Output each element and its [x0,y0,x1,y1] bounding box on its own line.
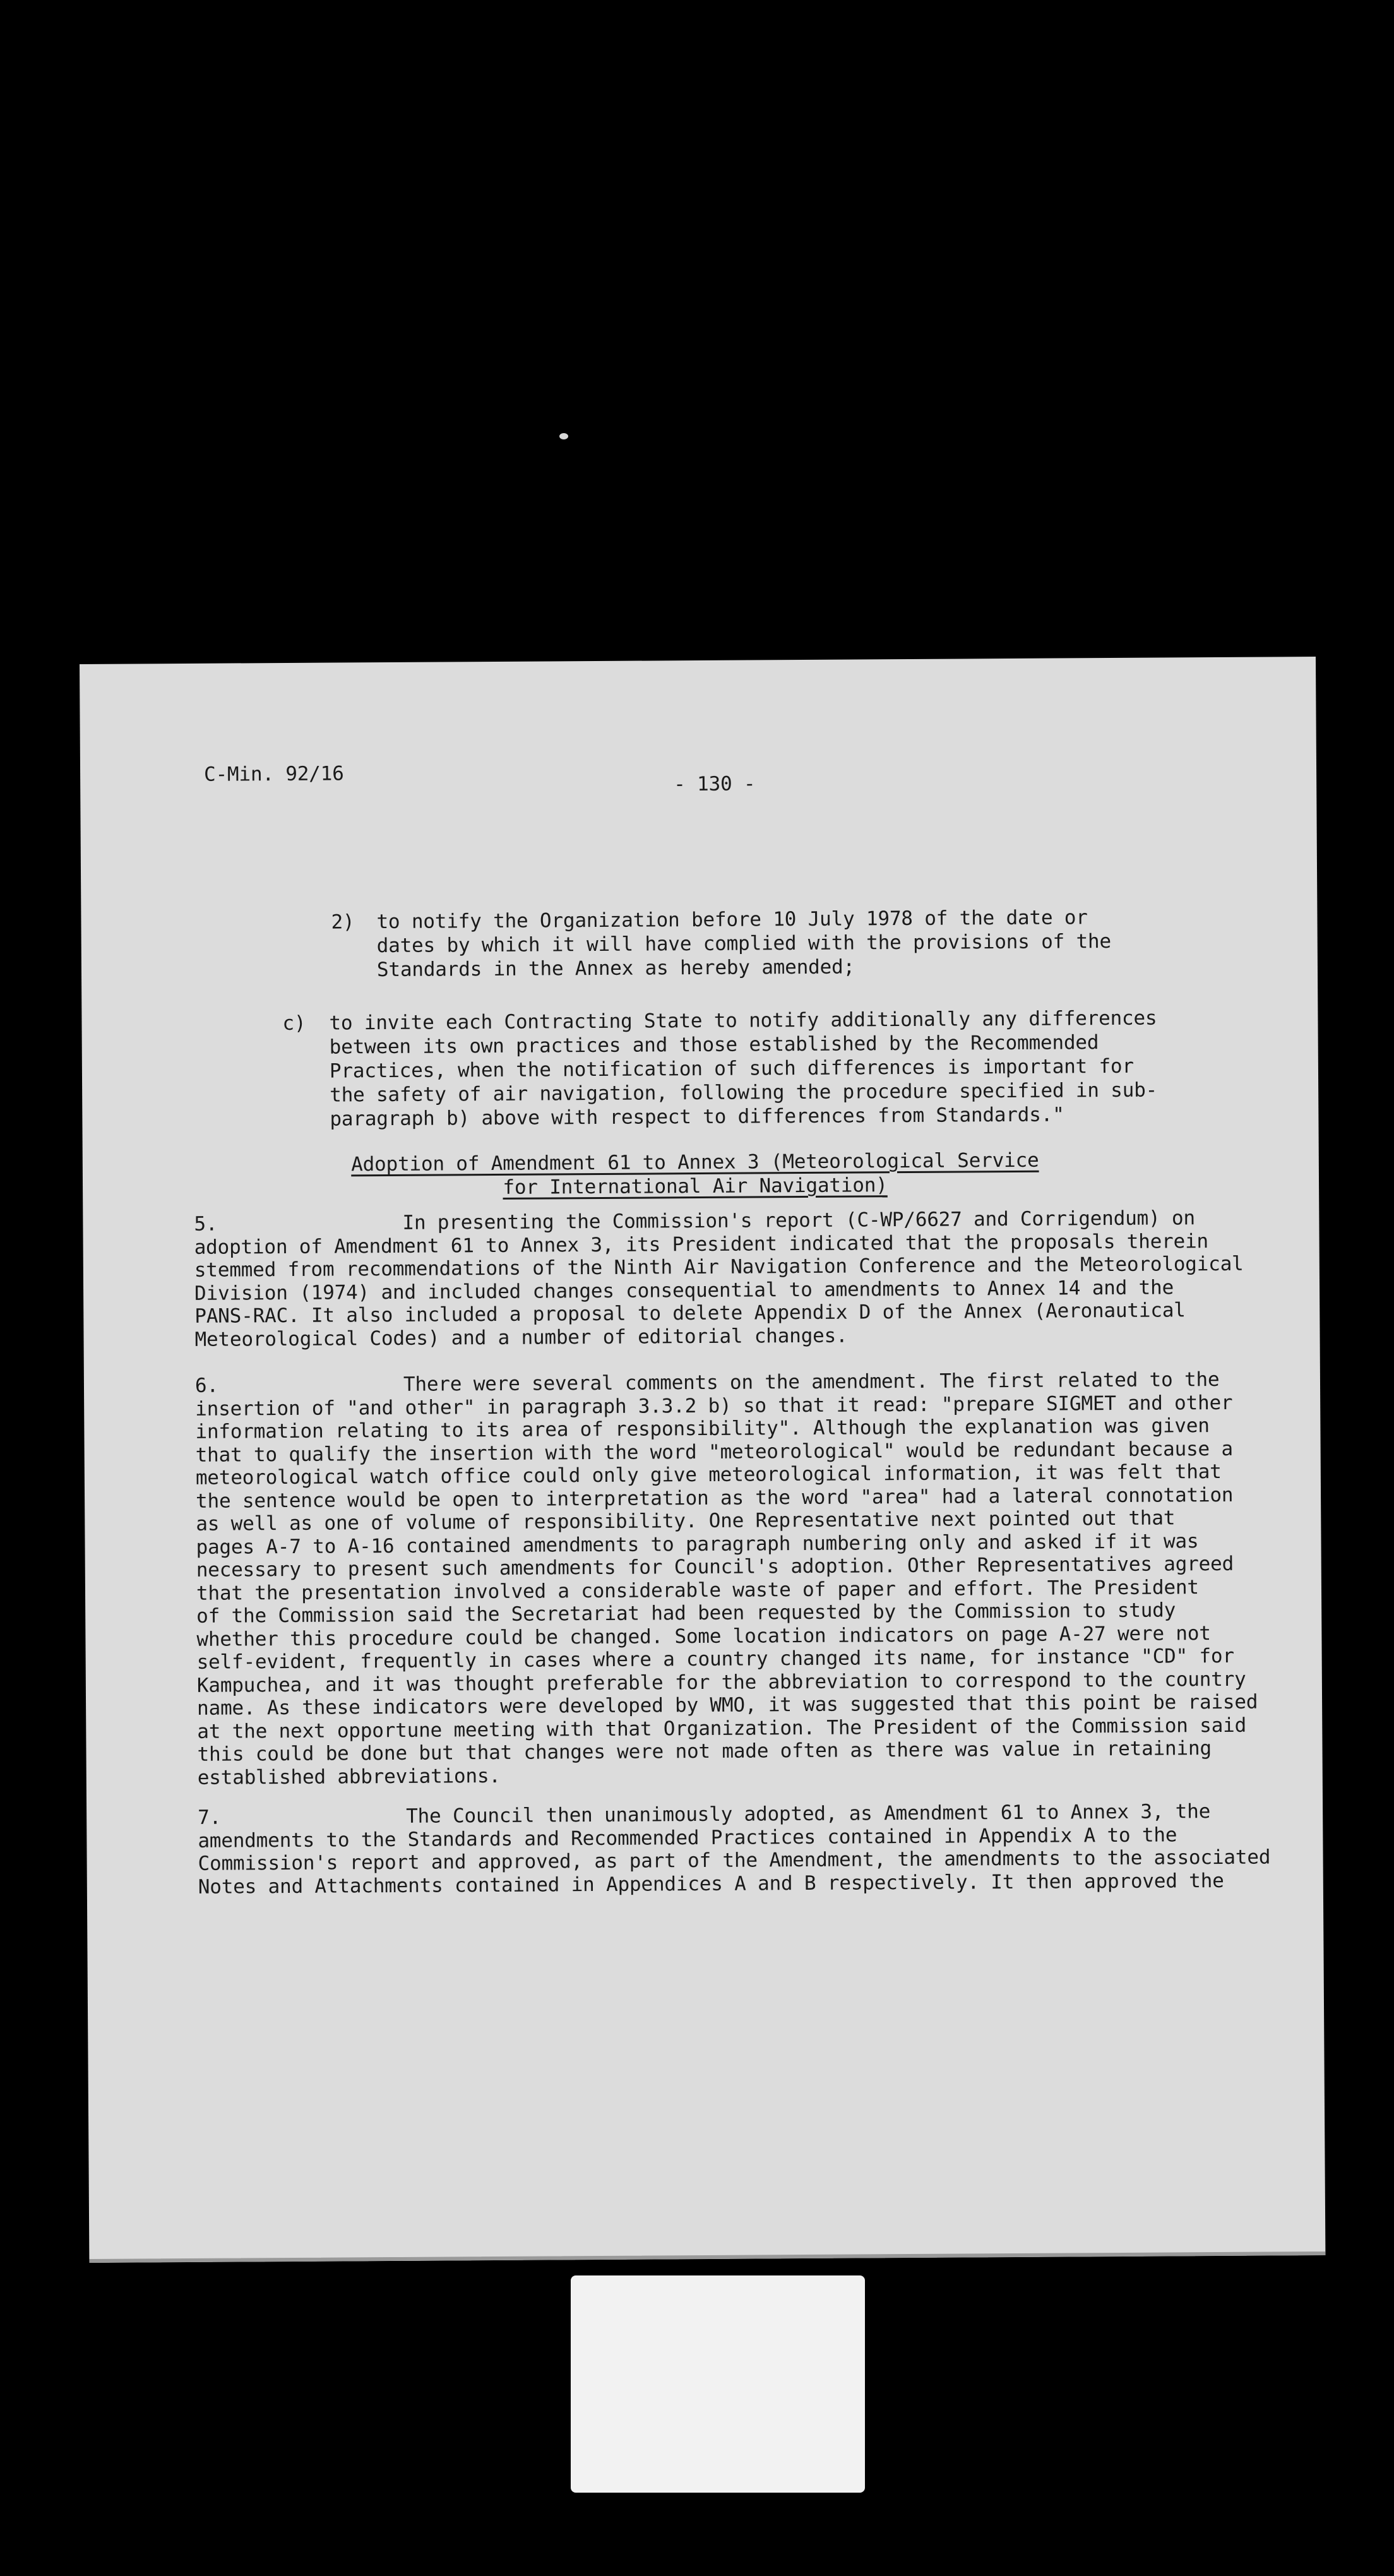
section-heading-line-1: Adoption of Amendment 61 to Annex 3 (Meteorological Service [351,1148,1039,1176]
list-marker: c) [282,1011,306,1035]
paragraph-text: In presenting the Commission's report (C-WP/6627 and Corrigendum) on adoption of Amendment 61 to Annex 3, its President indicated that the proposals therein stemmed from recommendations of the Ninth Air Navigation Conference and the Meteorological Division (1974) and included changes consequential to amendments to Annex 14 and the PANS-RAC. It also included a proposal to delete Appendix D of the Annex (Aeronautical Meteorological Codes) and a number of editorial changes. [194,1207,1244,1351]
paragraph-text: There were several comments on the amendment. The first related to the insertion of "and other" in paragraph 3.3.2 b) so that it read: "prepare SIGMET and other information relating to its area of responsibility". Although the explanation was given that to qualify the insertion with the word "meteorological" would be redundant because a meteorological watch office could only give meteorological information, it was felt that the sentence would be open to interpretation as the word "area" had a lateral connotation as well as one of volume of responsibility. One Representative next pointed out that pages A-7 to A-16 contained amendments to paragraph numbering only and asked if it was necessary to present such amendments for Council's adoption. Other Representatives agreed that the presentation involved a considerable waste of paper and effort. The President of the Commission said the Secretariat had been requested by the Commission to study whether this procedure could be changed. Some location indicators on page A-27 were not self-evident, frequently in cases where a country changed its name, for instance "CD" for Kampuchea, and it was thought preferable for the abbreviation to correspond to the country name. As these indicators were developed by WMO, it was suggested that this point be raised at the next opportune meeting with that Organization. The President of the Commission said this could be done but that changes were not made often as there was value in retaining established abbreviations. [195,1368,1258,1789]
document-reference: C-Min. 92/16 [203,762,344,786]
section-heading [342,1148,1049,1201]
list-item-text: to notify the Organization before 10 July 1978 of the date or dates by which it will have complied with the provisions of the Standards in the Annex as hereby amended; [376,906,1112,982]
list-marker: 2) [331,910,355,934]
list-item-text: to invite each Contracting State to notify additionally any differences between its own practices and those established by the Recommended Practices, when the notification of such differences is important for the safety of air navigation, following the procedure specified in sub- paragraph b) above with respect to differences from Standards." [329,1006,1158,1131]
dust-speck [559,433,568,439]
page-number: - 130 - [674,772,756,796]
paragraph-5 [194,1206,1306,1351]
next-page-stub [571,2275,865,2493]
paragraph-6 [195,1368,1309,1789]
paragraph-7 [198,1799,1309,1899]
paragraph-number: 5. [194,1212,218,1236]
document-page [80,657,1325,2263]
list-item-c [282,1006,1157,1131]
paragraph-number: 6. [194,1374,219,1397]
list-item-2 [331,905,1111,982]
paragraph-number: 7. [198,1806,222,1829]
paragraph-text: The Council then unanimously adopted, as Amendment 61 to Annex 3, the amendments to the Standards and Recommended Practices contained in Appendix A to the Commission's report and approved, as part of the Amendment, the amendments to the associated Notes and Attachments contained in Appendices A and B respectively. It then approved the [198,1800,1271,1899]
section-heading-line-2: for International Air Navigation) [503,1174,888,1199]
